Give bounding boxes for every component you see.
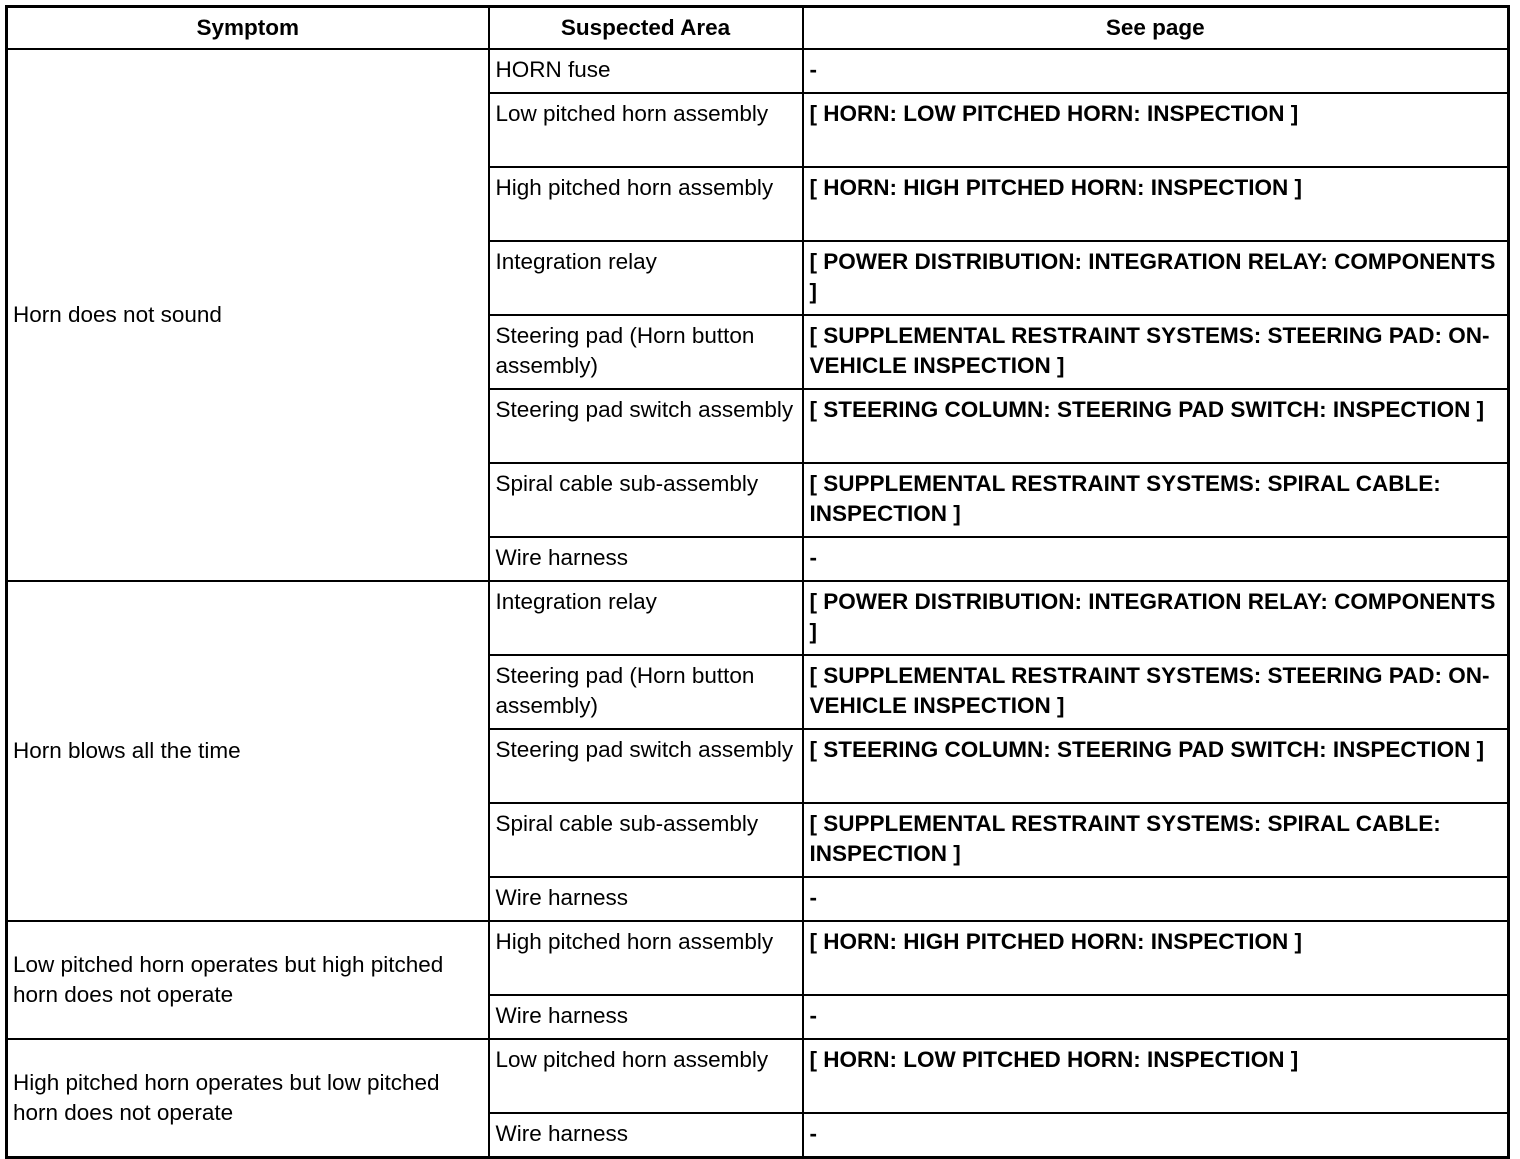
- symptom-cell: Low pitched horn operates but high pitched horn does not operate: [7, 921, 489, 1039]
- see-page-link[interactable]: [ SUPPLEMENTAL RESTRAINT SYSTEMS: SPIRAL CABLE: INSPECTION ]: [803, 803, 1509, 877]
- header-row: [7, 7, 1509, 50]
- suspected-area-cell: Steering pad (Horn button assembly): [489, 315, 803, 389]
- see-page-link[interactable]: [ HORN: HIGH PITCHED HORN: INSPECTION ]: [803, 167, 1509, 241]
- suspected-area-cell: Wire harness: [489, 995, 803, 1039]
- symptom-cell: Horn blows all the time: [7, 581, 489, 921]
- see-page-link[interactable]: [ SUPPLEMENTAL RESTRAINT SYSTEMS: STEERING PAD: ON-VEHICLE INSPECTION ]: [803, 655, 1509, 729]
- suspected-area-cell: Spiral cable sub-assembly: [489, 803, 803, 877]
- suspected-area-cell: Integration relay: [489, 241, 803, 315]
- suspected-area-cell: Low pitched horn assembly: [489, 1039, 803, 1113]
- suspected-area-cell: Wire harness: [489, 537, 803, 581]
- suspected-area-cell: Steering pad (Horn button assembly): [489, 655, 803, 729]
- symptom-header: Symptom: [7, 7, 489, 50]
- see-page-cell: -: [803, 995, 1509, 1039]
- see-page-link[interactable]: [ STEERING COLUMN: STEERING PAD SWITCH: INSPECTION ]: [803, 389, 1509, 463]
- symptom-cell: High pitched horn operates but low pitched horn does not operate: [7, 1039, 489, 1158]
- see-page-link[interactable]: [ HORN: LOW PITCHED HORN: INSPECTION ]: [803, 93, 1509, 167]
- suspected-area-cell: Spiral cable sub-assembly: [489, 463, 803, 537]
- see-page-link[interactable]: [ HORN: HIGH PITCHED HORN: INSPECTION ]: [803, 921, 1509, 995]
- see-page-cell: -: [803, 1113, 1509, 1158]
- suspected-area-cell: Steering pad switch assembly: [489, 729, 803, 803]
- symptom-cell: Horn does not sound: [7, 49, 489, 581]
- see-page-link[interactable]: [ HORN: LOW PITCHED HORN: INSPECTION ]: [803, 1039, 1509, 1113]
- see-page-link[interactable]: [ POWER DISTRIBUTION: INTEGRATION RELAY: COMPONENTS ]: [803, 581, 1509, 655]
- suspected-area-cell: High pitched horn assembly: [489, 921, 803, 995]
- see-page-link[interactable]: [ SUPPLEMENTAL RESTRAINT SYSTEMS: STEERING PAD: ON-VEHICLE INSPECTION ]: [803, 315, 1509, 389]
- suspected-area-cell: Wire harness: [489, 1113, 803, 1158]
- suspected-area-cell: High pitched horn assembly: [489, 167, 803, 241]
- table-row: [7, 581, 1509, 655]
- troubleshooting-table: [5, 5, 1510, 1159]
- see-page-link[interactable]: [ POWER DISTRIBUTION: INTEGRATION RELAY: COMPONENTS ]: [803, 241, 1509, 315]
- suspected-area-header: Suspected Area: [489, 7, 803, 50]
- suspected-area-cell: Steering pad switch assembly: [489, 389, 803, 463]
- table-row: [7, 921, 1509, 995]
- suspected-area-cell: HORN fuse: [489, 49, 803, 93]
- suspected-area-cell: Integration relay: [489, 581, 803, 655]
- see-page-cell: -: [803, 877, 1509, 921]
- see-page-cell: -: [803, 49, 1509, 93]
- table-row: [7, 1039, 1509, 1113]
- see-page-link[interactable]: [ SUPPLEMENTAL RESTRAINT SYSTEMS: SPIRAL CABLE: INSPECTION ]: [803, 463, 1509, 537]
- suspected-area-cell: Low pitched horn assembly: [489, 93, 803, 167]
- see-page-link[interactable]: [ STEERING COLUMN: STEERING PAD SWITCH: INSPECTION ]: [803, 729, 1509, 803]
- see-page-cell: -: [803, 537, 1509, 581]
- suspected-area-cell: Wire harness: [489, 877, 803, 921]
- table-row: [7, 49, 1509, 93]
- see-page-header: See page: [803, 7, 1509, 50]
